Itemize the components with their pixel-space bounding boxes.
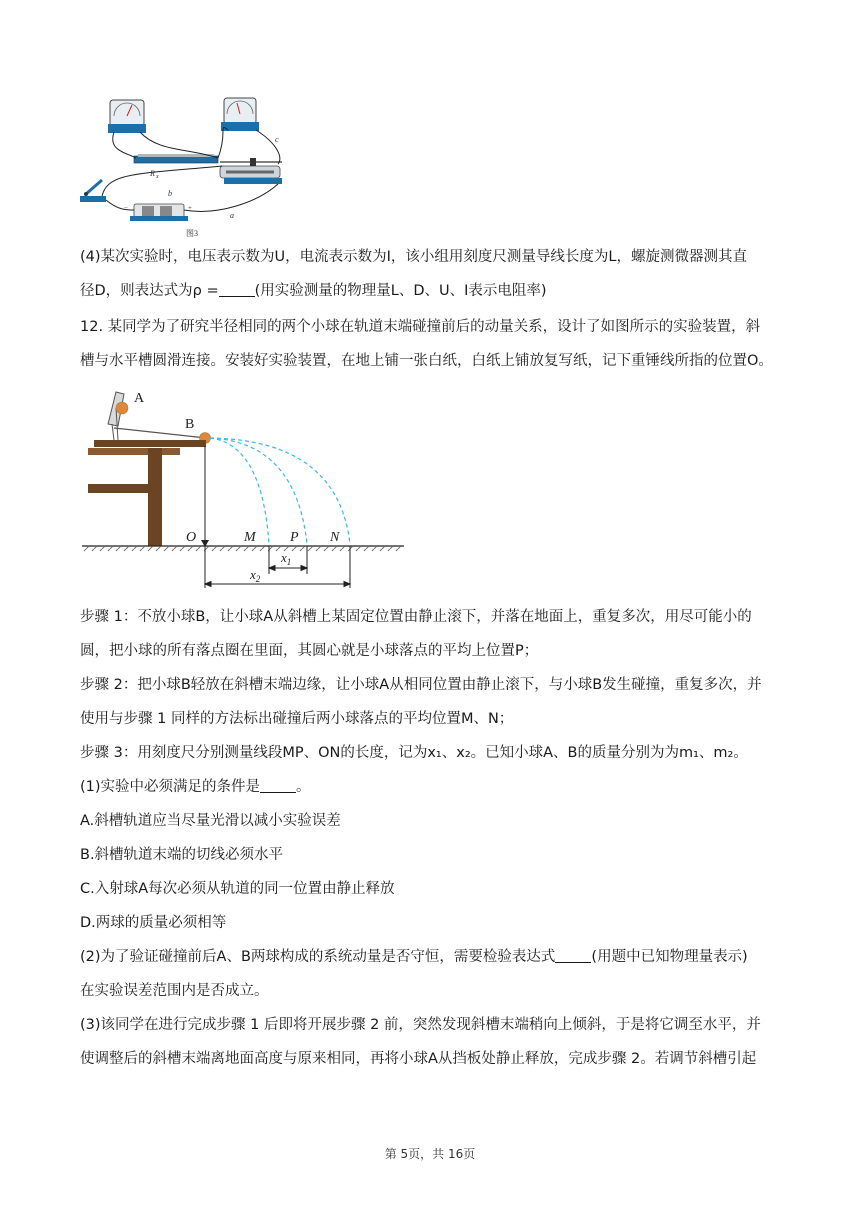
- label-x1: $x_1$: [281, 550, 292, 567]
- q12-part2-text-a: (2)为了验证碰撞前后A、B两球构成的系统动量是否守恒，需要检验表达式: [80, 949, 556, 965]
- q12-part2-text-b: (用题中已知物理量表示): [591, 949, 748, 965]
- ammeter-icon: [221, 98, 259, 131]
- resistor-board: [134, 156, 218, 163]
- label-c: c: [275, 135, 279, 144]
- table-top: [94, 440, 206, 447]
- answer-blank[interactable]: [219, 282, 255, 297]
- ground-hatching: [84, 546, 401, 551]
- figure-caption: 图3: [186, 229, 198, 238]
- label-x2: $x_2$: [250, 567, 261, 584]
- q12-intro-line2: 槽与水平槽圆滑连接。安装好实验装置，在地上铺一张白纸，白纸上铺放复写纸，记下重锤线所指的位置O。: [80, 353, 773, 369]
- q11-part4-line2: [80, 280, 792, 302]
- label-point-m: M: [244, 530, 256, 545]
- rheostat-icon: [220, 158, 282, 184]
- svg-text:−: −: [124, 204, 128, 212]
- label-point-p: P: [290, 530, 299, 545]
- q12-part2-line2: 在实验误差范围内是否成立。: [80, 983, 269, 999]
- label-point-o: O: [186, 530, 197, 545]
- label-b: b: [168, 189, 172, 198]
- label-rx: R: [150, 169, 155, 178]
- label-a: a: [230, 211, 234, 220]
- step1-line1: 步骤 1：不放小球B，让小球A从斜槽上某固定位置由静止滚下，并落在地面上，重复多次，用尽可能小的: [80, 609, 752, 625]
- answer-blank[interactable]: [260, 778, 296, 793]
- svg-text:x: x: [156, 174, 159, 180]
- answer-blank[interactable]: [555, 948, 591, 963]
- table-leg: [148, 448, 162, 546]
- q12-intro-line1: 12. 某同学为了研究半径相同的两个小球在轨道末端碰撞前后的动量关系，设计了如图所示的实验装置，斜: [80, 319, 761, 335]
- label-ball-b: B: [185, 417, 195, 432]
- option-a[interactable]: A.斜槽轨道应当尽量光滑以减小实验误差: [80, 813, 341, 829]
- step2-line1: 步骤 2：把小球B轻放在斜槽末端边缘，让小球A从相同位置由静止滚下，与小球B发生碰撞，重复多次，并: [80, 677, 762, 693]
- option-b[interactable]: B.斜槽轨道末端的切线必须水平: [80, 847, 284, 863]
- trajectory-curves: [210, 438, 350, 544]
- option-d[interactable]: D.两球的质量必须相等: [80, 915, 227, 931]
- step1-line2: 圆，把小球的所有落点圈在里面，其圆心就是小球落点的平均上位置P；: [80, 643, 539, 659]
- label-ball-a: A: [134, 391, 145, 406]
- q12-part2-line1: [80, 946, 792, 968]
- q11-part4-text-a: 径D，则表达式为ρ =: [80, 283, 219, 299]
- svg-text:+: +: [188, 204, 192, 212]
- q12-part1-text: (1)实验中必须满足的条件是: [80, 779, 261, 795]
- q11-part4-text-b: (用实验测量的物理量L、D、U、I表示电阻率): [254, 283, 547, 299]
- q12-part1-end: 。: [296, 779, 311, 795]
- switch-icon: [80, 180, 106, 202]
- q12-part3-line2: 使调整后的斜槽末端离地面高度与原来相同，再将小球A从挡板处静止释放，完成步骤 2。若调节斜槽引起: [80, 1051, 757, 1067]
- page-number: 第 5页，共 16页: [384, 1147, 476, 1161]
- step2-line2: 使用与步骤 1 同样的方法标出碰撞后两小球落点的平均位置M、N；: [80, 711, 514, 727]
- circuit-figure: [78, 92, 308, 240]
- voltmeter-icon: [108, 100, 146, 133]
- step3-line1: 步骤 3：用刻度尺分别测量线段MP、ON的长度，记为x₁、x₂。已知小球A、B的质量分别为为m₁、m₂。: [80, 745, 748, 761]
- q12-part3-line1: (3)该同学在进行完成步骤 1 后即将开展步骤 2 前，突然发现斜槽末端稍向上倾斜，于是将它调至水平，并: [80, 1017, 761, 1033]
- collision-apparatus-figure: [78, 384, 410, 590]
- battery-icon: [130, 204, 188, 221]
- option-c[interactable]: C.入射球A每次必须从轨道的同一位置由静止释放: [80, 881, 395, 897]
- x2-dimension: [205, 546, 350, 588]
- q11-part4-line1: (4)某次实验时，电压表示数为U，电流表示数为I，该小组用刻度尺测量导线长度为L，螺旋测微器测其直: [80, 249, 748, 265]
- q12-part1: [80, 776, 792, 798]
- label-point-n: N: [330, 530, 340, 545]
- ball-a: [116, 402, 128, 414]
